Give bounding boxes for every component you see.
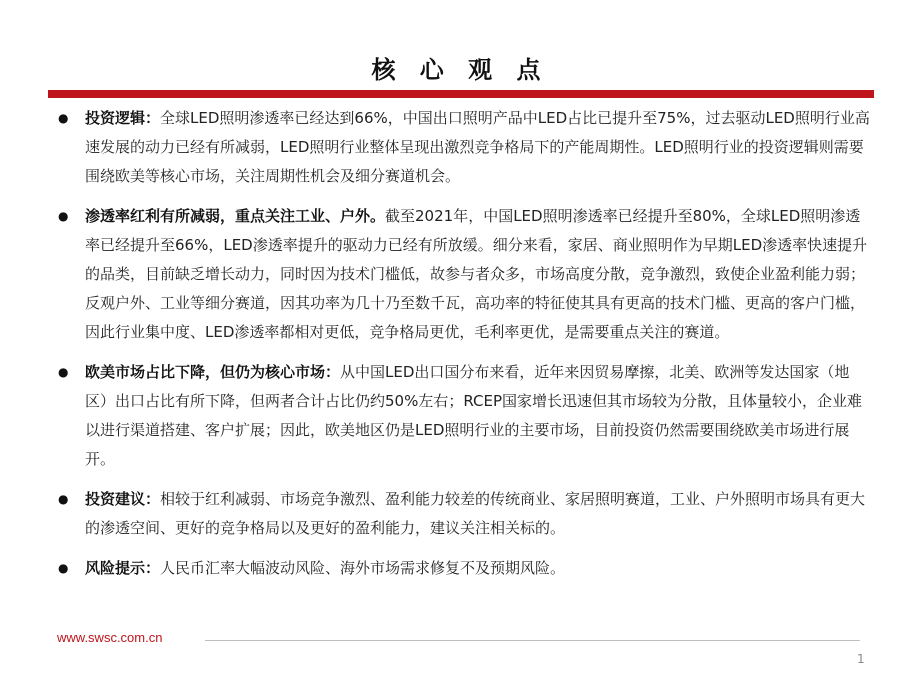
bullet-icon: ● [58, 209, 69, 223]
page-title: 核 心 观 点 [371, 56, 549, 84]
list-item-investment-logic [58, 104, 870, 191]
item-body: 从中国LED出口国分布来看，近年来因贸易摩擦，北美、欧洲等发达国家（地区）出口占比有所下降，但两者合计占比仍约50%左右；RCEP国家增长迅速但其市场较为分散，且体量较小，企业难以进行渠道搭建、客户扩展；因此，欧美地区仍是LED照明行业的主要市场，目前投资仍然需要围绕欧美市场进行展开。 [85, 363, 863, 468]
item-body: 全球LED照明渗透率已经达到66%，中国出口照明产品中LED占比已提升至75%，过去驱动LED照明行业高速发展的动力已经有所减弱，LED照明行业整体呈现出激烈竞争格局下的产能周期性。LED照明行业的投资逻辑则需要围绕欧美等核心市场，关注周期性机会及细分赛道机会。 [85, 109, 870, 185]
bullet-icon: ● [58, 111, 69, 125]
item-heading: 投资逻辑： [85, 109, 161, 127]
item-body: 人民币汇率大幅波动风险、海外市场需求修复不及预期风险。 [160, 559, 566, 577]
item-body: 截至2021年，中国LED照明渗透率已经提升至80%，全球LED照明渗透率已经提升至66%，LED渗透率提升的驱动力已经有所放缓。细分来看，家居、商业照明作为早期LED渗透率快速提升的品类，目前缺乏增长动力，同时因为技术门槛低，故参与者众多，市场高度分散，竞争激烈，致使企业盈利能力弱；反观户外、工业等细分赛道，因其功率为几十乃至数千瓦，高功率的特征使其具有更高的技术门槛、更高的客户门槛，因此行业集中度、LED渗透率都相对更低，竞争格局更优，毛利率更优，是需要重点关注的赛道。 [85, 207, 868, 341]
item-heading: 欧美市场占比下降，但仍为核心市场： [85, 363, 341, 381]
bullet-icon: ● [58, 492, 69, 506]
page-number: 1 [857, 652, 865, 666]
item-body: 相较于红利减弱、市场竞争激烈、盈利能力较差的传统商业、家居照明赛道，工业、户外照明市场具有更大的渗透空间、更好的竞争格局以及更好的盈利能力，建议关注相关标的。 [85, 490, 866, 537]
list-item-western-markets [58, 358, 870, 474]
list-item-risk-warning [58, 554, 870, 583]
list-item-investment-advice [58, 485, 870, 543]
list-item-penetration [58, 202, 870, 347]
footer-divider [205, 640, 860, 641]
item-heading: 渗透率红利有所减弱，重点关注工业、户外。 [85, 207, 386, 225]
footer-url: www.swsc.com.cn [57, 630, 163, 645]
bullet-icon: ● [58, 561, 69, 575]
key-points-list [58, 104, 870, 594]
item-heading: 投资建议： [85, 490, 161, 508]
title-divider-bar [48, 90, 874, 98]
item-heading: 风险提示： [85, 559, 161, 577]
bullet-icon: ● [58, 365, 69, 379]
